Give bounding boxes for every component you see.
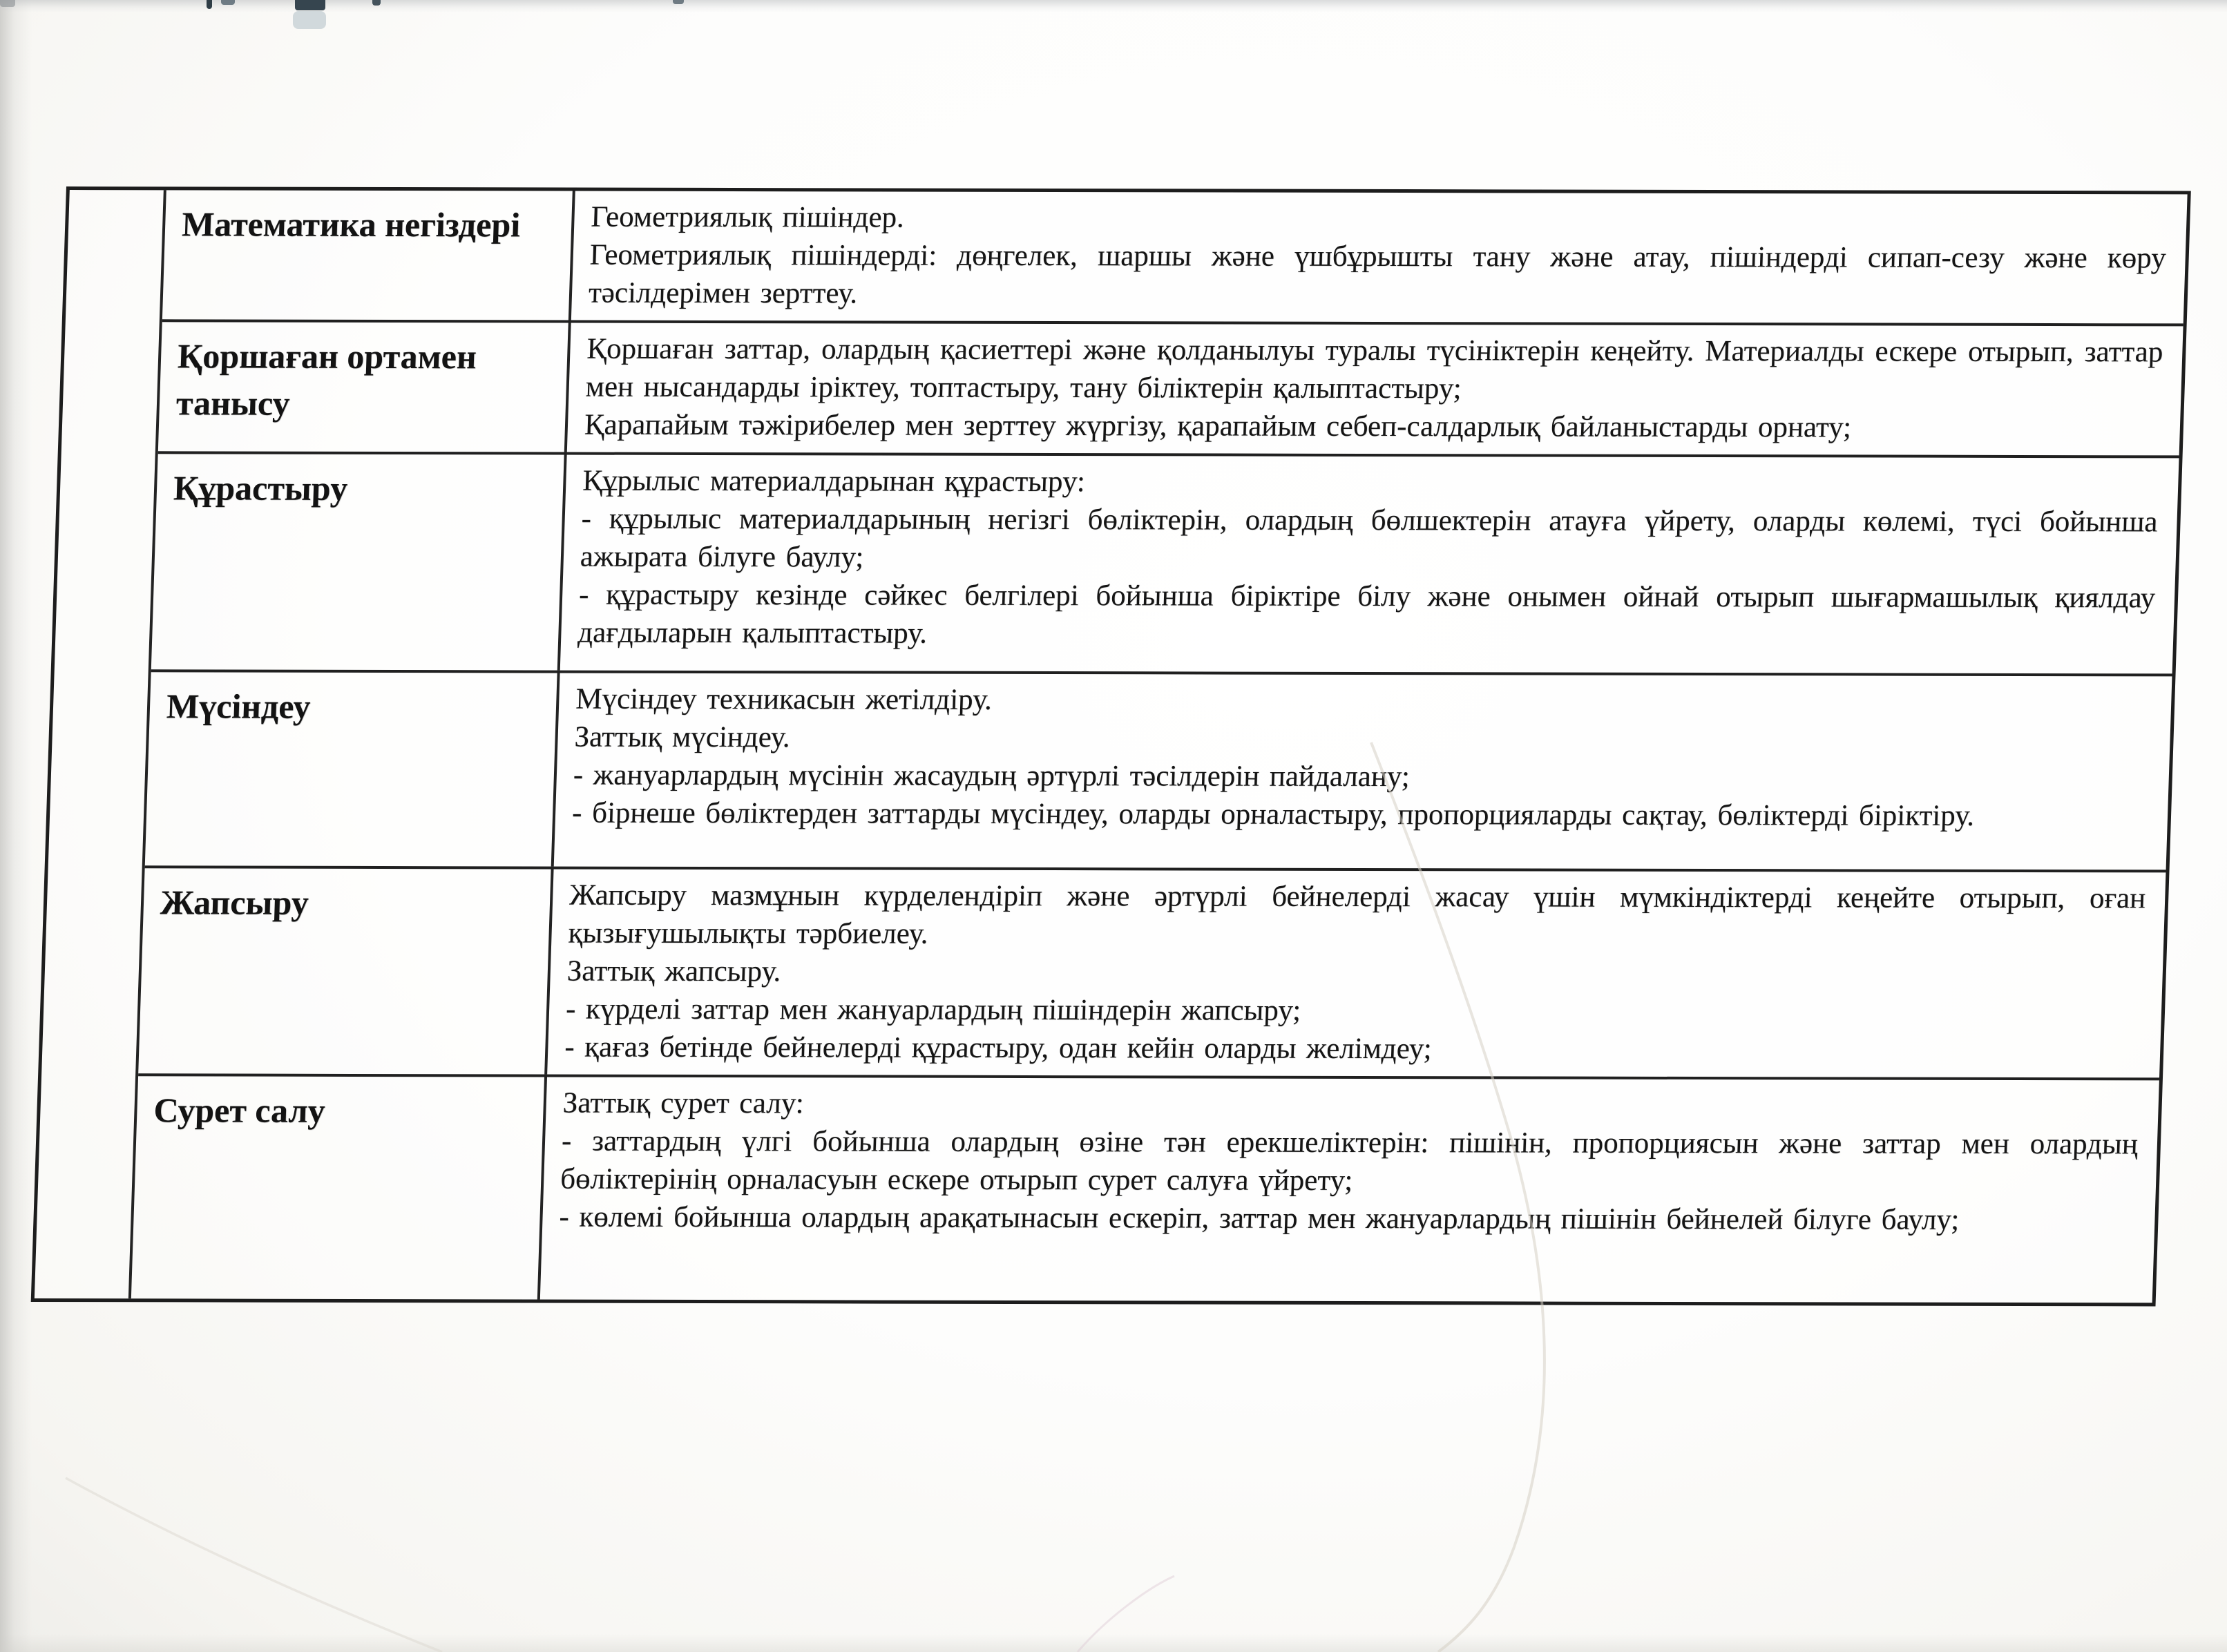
description-cell: Заттық сурет салу: - заттардың үлгі бойынша олардың өзіне тән ерекшеліктерін: пішінін, пропорциясын және заттар мен олардың бөліктерінің орналасуын ескере отырып сурет салуға үйрету; - көлемі бойынша олардың арақатынасын ескеріп, заттар мен жануарлардың пішінін бейнелей білуге баулу; <box>558 1086 2139 1237</box>
page-edge-shadow-bottom <box>0 1634 2227 1652</box>
description-cell: Мүсіндеу техникасын жетілдіру. Заттық мүсіндеу. - жануарлардың мүсінін жасаудың әртүрлі тәсілдерін пайдалану; - бірнеше бөліктерден заттарды мүсіндеу, оларды орналастыру, пропорцияларды сақтау, бөліктерді біріктіру. <box>571 682 1975 833</box>
paper-crease <box>66 1478 442 1652</box>
table-row <box>158 322 2183 458</box>
table-rows <box>131 190 2188 1303</box>
curriculum-table <box>31 186 2191 1307</box>
description-cell: Құрылыс материалдарынан құрастыру: - құрылыс материалдарының негізгі бөліктерін, олардың бөлшектерін атауға үйрету, оларды көлемі, түсі бойынша ажырата білуге баулу; - құрастыру кезінде сәйкес белгілері бойынша біріктіре білу және онымен ойнай отырып шығармашылық қиялдау дағдыларын қалыптастыру. <box>577 464 2159 650</box>
table-row <box>131 1077 2159 1303</box>
scan-artifact <box>293 11 326 29</box>
subject-cell: Қоршаған ортамен танысу <box>158 322 571 452</box>
table-row <box>138 868 2166 1080</box>
table-row <box>151 454 2179 676</box>
scan-artifact <box>221 0 235 5</box>
description-cell: Жапсыру мазмұнын күрделендіріп және әртүрлі бейнелерді жасау үшін мүмкіндіктерді кеңейте отырып, оған қызығушылықты тәрбиелеу. Заттық жапсыру. - күрделі заттар мен жануарлардың пішіндерін жапсыру; - қағаз бетінде бейнелерді құрастыру, одан кейін оларды желімдеу; <box>564 878 2146 1066</box>
page-edge-shadow-top <box>0 0 2227 12</box>
page-edge-shadow-left <box>0 0 32 1652</box>
subject-cell: Математика негіздері <box>162 190 575 320</box>
table-row <box>162 190 2188 326</box>
scan-artifact <box>207 0 212 9</box>
paper-crease <box>1078 1576 1174 1652</box>
description-cell: Геометриялық пішіндер. Геометриялық пішіндерді: дөңгелек, шаршы және үшбұрышты тану және атау, пішіндерді сипап-сезу және көру тәсілдерімен зерттеу. <box>588 200 2167 310</box>
subject-cell: Жапсыру <box>138 868 553 1074</box>
description-cell: Қоршаған заттар, олардың қасиеттері және қолданылуы туралы түсініктерін кеңейту. Материалды ескере отырып, заттар мен нысандарды іріктеу, топтастыру, тану біліктерін қалыптастыру; Қарапайым тәжірибелер мен зерттеу жүргізу, қарапайым себеп-салдарлық байланыстарды орнату; <box>584 332 2164 444</box>
scan-artifact <box>0 0 15 7</box>
scan-artifact <box>372 0 381 6</box>
subject-cell: Құрастыру <box>151 454 567 670</box>
scan-artifact <box>295 0 325 10</box>
scan-artifact <box>673 0 684 4</box>
subject-cell: Сурет салу <box>131 1077 547 1300</box>
table-row <box>145 672 2172 872</box>
subject-cell: Мүсіндеу <box>145 672 560 866</box>
